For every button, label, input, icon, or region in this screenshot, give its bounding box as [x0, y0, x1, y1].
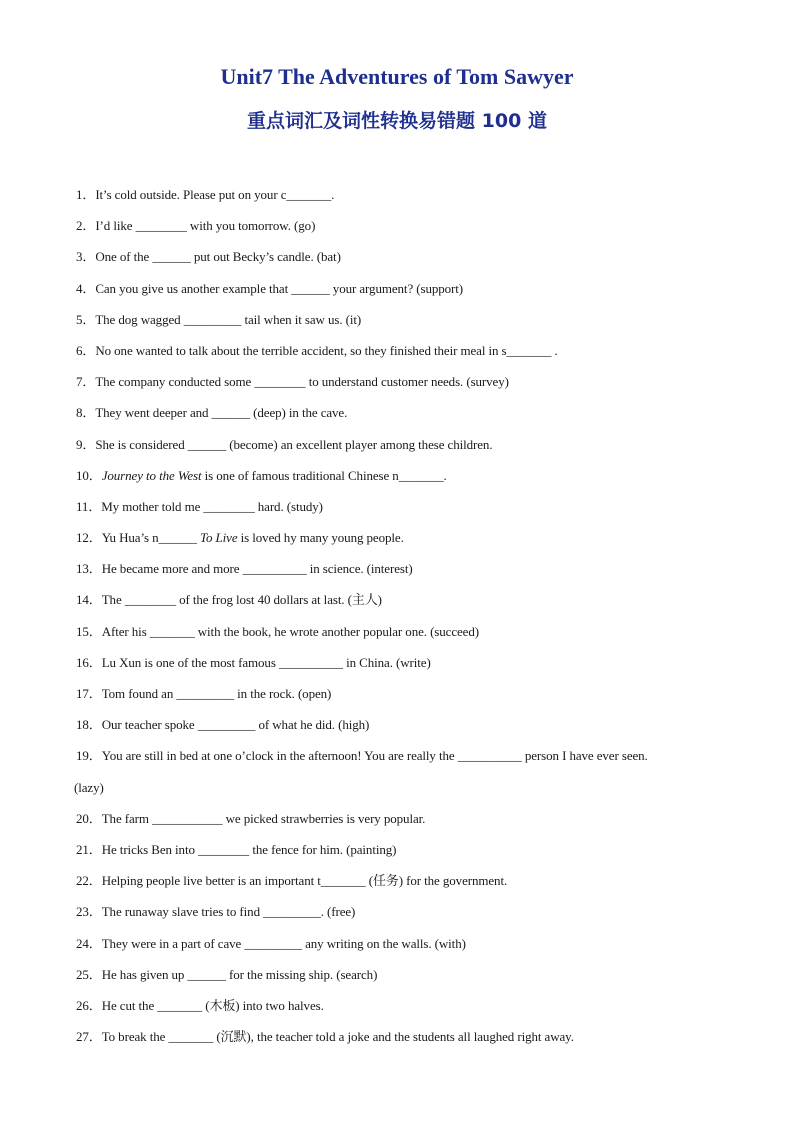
question-text: My mother told me ________ hard. (study) [101, 498, 323, 514]
question-number: 8． [76, 405, 96, 421]
question-number: 23． [76, 904, 102, 920]
question-text: It’s cold outside. Please put on your c_______. [95, 187, 335, 202]
question-item [76, 280, 726, 311]
question-item [76, 1028, 726, 1059]
page-title: Unit7 The Adventures of Tom Sawyer [220, 64, 574, 89]
question-item [76, 591, 726, 622]
question-text: Lu Xun is one of the most famous __________ in China. (write) [101, 654, 431, 670]
question-number: 17． [76, 686, 102, 701]
question-item [76, 498, 726, 529]
question-number: 5． [76, 311, 96, 327]
question-text: The ________ of the frog lost 40 dollars at last. (主人) [101, 592, 382, 608]
question-text: Can you give us another example that ______ your argument? (support) [95, 280, 464, 296]
book-title: To Live [200, 530, 238, 546]
question-item [76, 436, 726, 467]
question-item [76, 529, 726, 560]
question-text: Our teacher spoke _________ of what he did. (high) [101, 717, 370, 733]
question-text-prefix: Yu Hua’s n______ [101, 530, 201, 546]
question-text: The dog wagged _________ tail when it saw us. (it) [95, 311, 362, 327]
question-item [76, 373, 726, 404]
question-item [76, 935, 726, 966]
question-item [76, 716, 726, 747]
question-text: He tricks Ben into ________ the fence for him. (painting) [101, 841, 397, 857]
question-item [76, 467, 726, 498]
question-number: 27． [76, 1029, 102, 1045]
question-number: 10． [76, 467, 102, 483]
question-text: One of the ______ put out Becky’s candle. (bat) [95, 249, 341, 265]
question-text: You are still in bed at one o’clock in the afternoon! You are really the __________ person I have ever seen. [101, 748, 648, 764]
question-number: 20． [76, 810, 102, 826]
question-item [76, 966, 726, 997]
question-number: 18． [76, 717, 102, 733]
question-item [76, 903, 726, 934]
question-number: 14． [76, 592, 102, 608]
question-text: The runaway slave tries to find _________. (free) [101, 904, 356, 920]
book-title: Journey to the West [101, 467, 202, 483]
question-item [76, 248, 726, 279]
question-item [76, 997, 726, 1028]
question-number: 4． [76, 280, 96, 296]
question-number: 3． [76, 249, 96, 265]
question-number: 21． [76, 841, 102, 857]
question-number: 24． [76, 935, 102, 951]
question-number: 13． [76, 561, 102, 577]
question-text: Helping people live better is an important t_______ (任务) for the government. [101, 873, 508, 889]
question-text: Tom found an _________ in the rock. (open) [101, 686, 332, 701]
question-text: is loved hy many young people. [237, 530, 404, 546]
question-number: 22． [76, 873, 102, 889]
question-item [76, 841, 726, 872]
question-number: 2． [76, 218, 96, 234]
question-item [76, 747, 726, 778]
question-text: The farm ___________ we picked strawberries is very popular. [101, 810, 426, 826]
question-text: After his _______ with the book, he wrote another popular one. (succeed) [101, 623, 479, 639]
question-item [76, 342, 726, 373]
question-number: 15． [76, 623, 102, 639]
question-item [76, 560, 726, 591]
question-number: 12． [76, 530, 102, 546]
question-number: 6． [76, 342, 96, 358]
question-item [76, 685, 726, 716]
question-text: He became more and more __________ in science. (interest) [101, 561, 413, 577]
question-item [76, 810, 726, 841]
question-text: He has given up ______ for the missing ship. (search) [101, 966, 378, 982]
question-text: The company conducted some ________ to understand customer needs. (survey) [95, 374, 509, 390]
question-number: 26． [76, 997, 102, 1013]
question-list [76, 186, 726, 1059]
question-number: 7． [76, 374, 96, 390]
question-number: 25． [76, 966, 102, 982]
question-item [76, 623, 726, 654]
question-item [76, 311, 726, 342]
question-item [76, 186, 726, 217]
question-text: No one wanted to talk about the terrible accident, so they finished their meal in s_______ . [95, 342, 558, 358]
question-text: She is considered ______ (become) an excellent player among these children. [95, 436, 493, 452]
question-item [76, 654, 726, 685]
question-number: 9． [76, 436, 96, 452]
question-number: 16． [76, 654, 102, 670]
question-item [76, 404, 726, 435]
question-continuation: (lazy) [74, 779, 104, 795]
question-item [76, 872, 726, 903]
question-number: 1． [76, 187, 96, 202]
question-number: 11． [76, 498, 102, 514]
question-text: I’d like ________ with you tomorrow. (go) [95, 218, 316, 234]
question-number: 19． [76, 748, 102, 764]
page-subtitle: 重点词汇及词性转换易错题 100 道 [247, 110, 547, 132]
question-text: They were in a part of cave _________ any writing on the walls. (with) [101, 935, 466, 951]
question-text: They went deeper and ______ (deep) in the cave. [95, 405, 348, 421]
question-text: To break the _______ (沉默), the teacher told a joke and the students all laughed right away. [101, 1029, 574, 1045]
question-text: is one of famous traditional Chinese n_______. [201, 467, 447, 483]
question-text: He cut the _______ (木板) into two halves. [101, 997, 324, 1013]
question-item [76, 217, 726, 248]
